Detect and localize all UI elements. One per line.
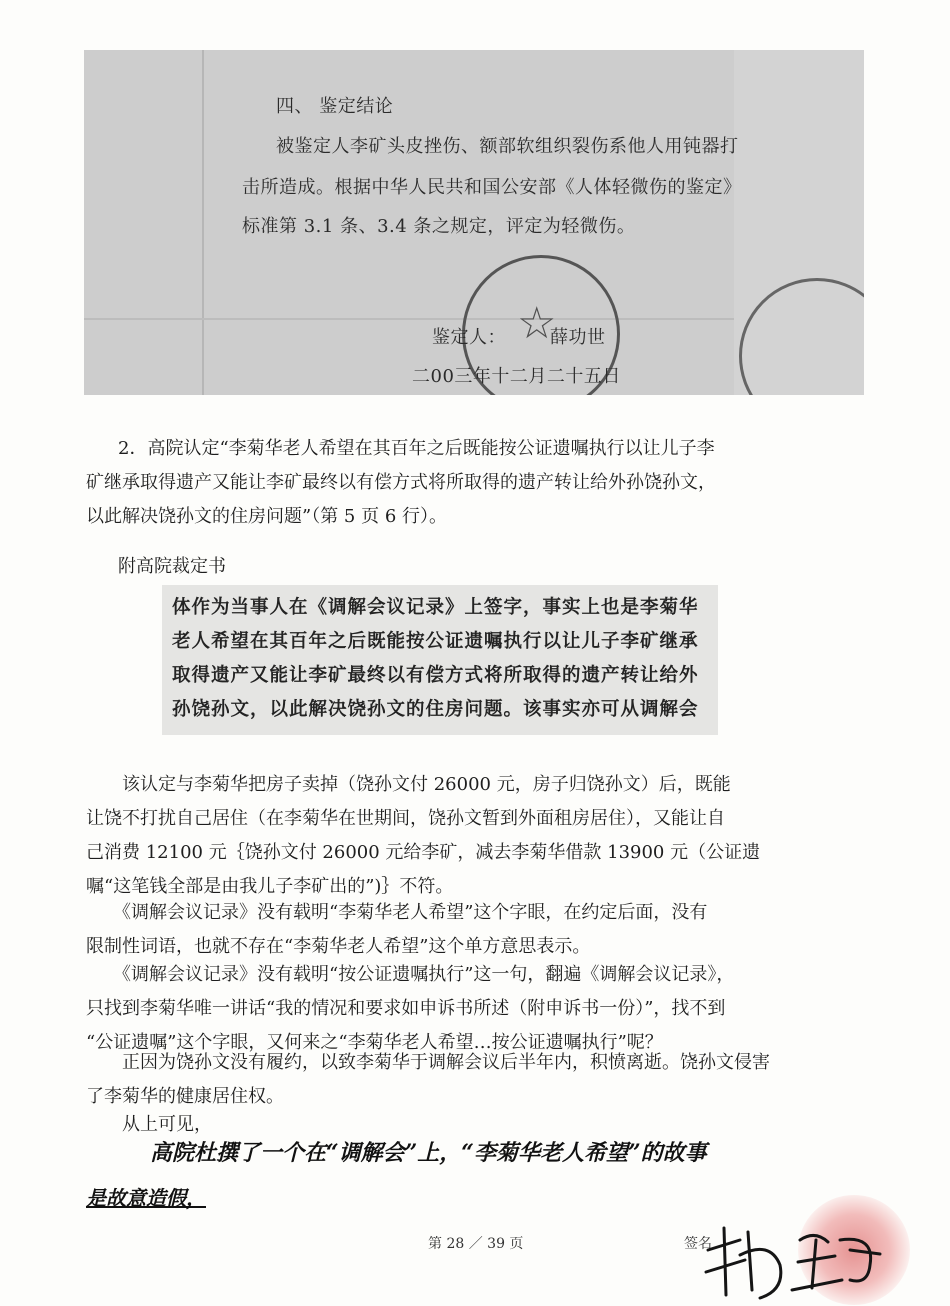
paragraph-1 bbox=[86, 768, 846, 904]
star-icon: ☆ bbox=[517, 298, 557, 349]
paragraph-2 bbox=[86, 896, 846, 964]
text-line: 《调解会议记录》没有载明“李菊华老人希望”这个字眼，在约定后面，没有 bbox=[86, 902, 708, 923]
excerpt-line: 老人希望在其百年之后既能按公证遗嘱执行以让儿子李矿继承 bbox=[172, 631, 699, 652]
emphasis-line-1: 高院杜撰了一个在“调解会”上，“李菊华老人希望”的故事 bbox=[150, 1140, 707, 1166]
text-line: 2．高院认定“李菊华老人希望在其百年之后既能按公证遗嘱执行以让儿子李 bbox=[118, 438, 715, 459]
conclusion-line: 标准第 3.1 条、3.4 条之规定，评定为轻微伤。 bbox=[242, 216, 636, 237]
page-number: 第 28 ／ 39 页 bbox=[428, 1236, 524, 1252]
text-line: 《调解会议记录》没有载明“按公证遗嘱执行”这一句，翻遍《调解会议记录》， bbox=[86, 964, 735, 985]
text-line: 己消费 12100 元｛饶孙文付 26000 元给李矿，减去李菊华借款 13900 元（公证遗 bbox=[86, 842, 761, 863]
conclusion-date: 二00三年十二月二十五日 bbox=[412, 366, 621, 387]
excerpt-line: 取得遗产又能让李矿最终以有偿方式将所取得的遗产转让给外 bbox=[172, 665, 699, 686]
attachment-label: 附高院裁定书 bbox=[118, 556, 226, 577]
text-line: 限制性词语，也就不存在“李菊华老人希望”这个单方意思表示。 bbox=[86, 936, 591, 957]
text-line: 让饶不打扰自己居住（在李菊华在世期间，饶孙文暂到外面租房居住），又能让自 bbox=[86, 808, 725, 829]
text-line: 只找到李菊华唯一讲话“我的情况和要求如申诉书所述（附申诉书一份）”，找不到 bbox=[86, 998, 726, 1019]
text-line: “公证遗嘱”这个字眼，又何来之“李菊华老人希望…按公证遗嘱执行”呢？ bbox=[86, 1032, 663, 1053]
fold-line bbox=[202, 50, 204, 395]
handwritten-signature bbox=[700, 1210, 885, 1305]
section-2-text bbox=[86, 432, 846, 534]
signer-name: 薛功世 bbox=[550, 327, 606, 348]
ruling-excerpt-image bbox=[162, 585, 718, 735]
text-line: 正因为饶孙文没有履约，以致李菊华于调解会议后半年内，积愤离逝。饶孙文侵害 bbox=[86, 1052, 770, 1073]
signer-label: 鉴定人： bbox=[432, 327, 506, 348]
text-line: 该认定与李菊华把房子卖掉（饶孙文付 26000 元，房子归饶孙文）后，既能 bbox=[86, 774, 731, 795]
conclusion-line: 击所造成。根据中华人民共和国公安部《人体轻微伤的鉴定》 bbox=[242, 177, 742, 198]
paragraph-4 bbox=[86, 1046, 846, 1114]
conclusion-line: 被鉴定人李矿头皮挫伤、额部软组织裂伤系他人用钝器打 bbox=[276, 136, 739, 157]
emphasis-line-2: 是故意造假， bbox=[86, 1186, 206, 1210]
signature-label: 签名 bbox=[684, 1236, 712, 1252]
excerpt-line: 体作为当事人在《调解会议记录》上签字，事实上也是李菊华 bbox=[172, 597, 699, 618]
text-line: 嘱“这笔钱全部是由我儿子李矿出的”)｝不符。 bbox=[86, 876, 454, 897]
paragraph-3 bbox=[86, 958, 846, 1060]
text-line: 了李菊华的健康居住权。 bbox=[86, 1086, 284, 1107]
text-line: 矿继承取得遗产又能让李矿最终以有偿方式将所取得的遗产转让给外孙饶孙文， bbox=[86, 472, 716, 493]
appraisal-conclusion-image bbox=[84, 50, 864, 395]
excerpt-line: 孙饶孙文，以此解决饶孙文的住房问题。该事实亦可从调解会 bbox=[172, 699, 699, 720]
paragraph-5: 从上可见， bbox=[86, 1114, 212, 1135]
conclusion-heading: 四、 鉴定结论 bbox=[276, 96, 394, 117]
text-line: 以此解决饶孙文的住房问题”（第 5 页 6 行）。 bbox=[86, 506, 447, 527]
